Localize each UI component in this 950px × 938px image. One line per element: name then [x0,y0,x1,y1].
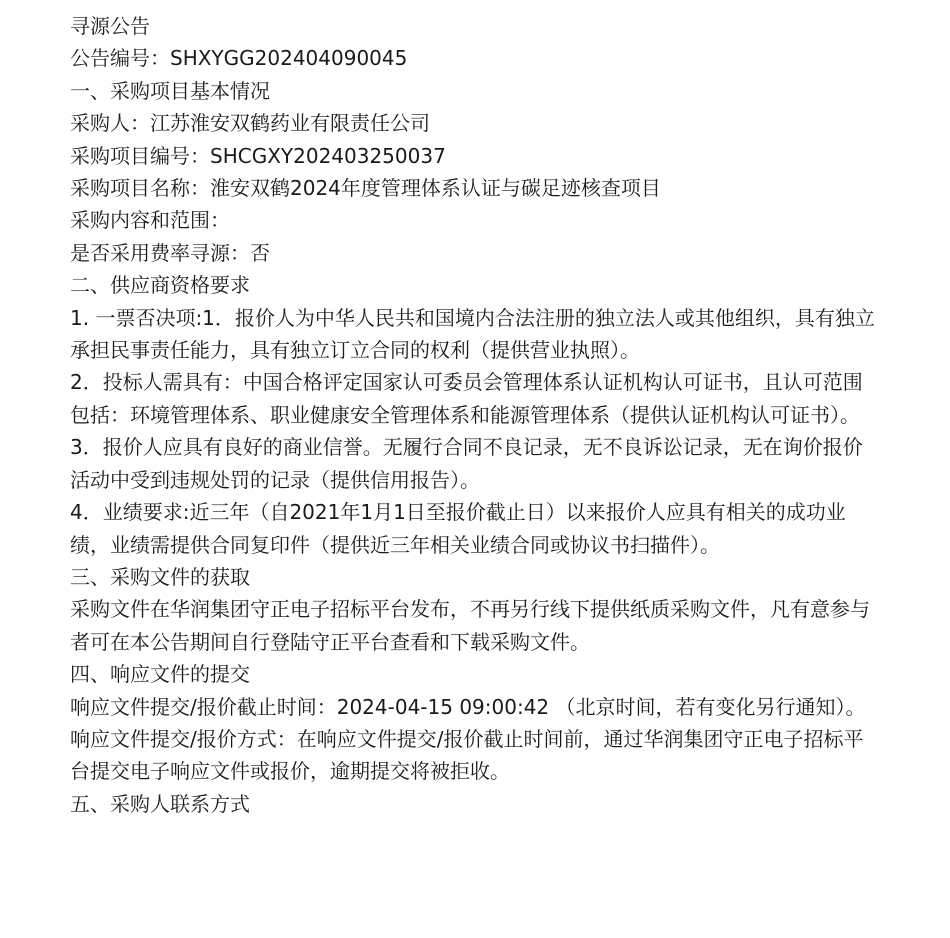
section4-heading: 四、响应文件的提交 [70,662,250,687]
section5-heading: 五、采购人联系方式 [70,791,250,816]
announcement-number: 公告编号：SHXYGG202404090045 [70,46,408,71]
qualification-item-4: 4．业绩要求:近三年（自2021年1月1日至报价截止日）以来报价人应具有相关的成功业绩，业绩需提供合同复印件（提供近三年相关业绩合同或协议书扫描件）。 [70,500,846,557]
qualification-item-1: 1. 一票否决项:1．报价人为中华人民共和国境内合法注册的独立法人或其他组织，具有独立承担民事责任能力，具有独立订立合同的权利（提供营业执照）。 [70,305,875,363]
section3-heading: 三、采购文件的获取 [70,564,250,589]
submission-deadline-text: 响应文件提交/报价截止时间：2024-04-15 09:00:42 （北京时间，若有变化另行通知）。 [70,694,866,719]
project-name-line: 采购项目名称：淮安双鹤2024年度管理体系认证与碳足迹核查项目 [70,176,661,201]
submission-method-text: 响应文件提交/报价方式：在响应文件提交/报价截止时间前，通过华润集团守正电子招标平台提交电子响应文件或报价，逾期提交将被拒收。 [70,726,864,784]
qualification-item-2: 2．投标人需具有：中国合格评定国家认可委员会管理体系认证机构认可证书，且认可范围包括：环境管理体系、职业健康安全管理体系和能源管理体系（提供认证机构认可证书）。 [70,370,863,427]
section1-heading: 一、采购项目基本情况 [70,78,270,103]
announcement-document [70,10,882,820]
rate-sourcing-line: 是否采用费率寻源：否 [70,240,270,265]
purchaser-line: 采购人：江苏淮安双鹤药业有限责任公司 [70,111,430,136]
section2-heading: 二、供应商资格要求 [70,273,250,298]
project-number-line: 采购项目编号：SHCGXY202403250037 [70,143,446,168]
announcement-title: 寻源公告 [70,14,150,38]
qualification-item-3: 3．报价人应具有良好的商业信誉。无履行合同不良记录，无不良诉讼记录，无在询价报价活动中受到违规处罚的记录（提供信用报告）。 [70,435,863,492]
document-acquisition-text: 采购文件在华润集团守正电子招标平台发布，不再另行线下提供纸质采购文件，凡有意参与者可在本公告期间自行登陆守正平台查看和下载采购文件。 [70,597,870,654]
scope-line: 采购内容和范围： [70,208,230,233]
